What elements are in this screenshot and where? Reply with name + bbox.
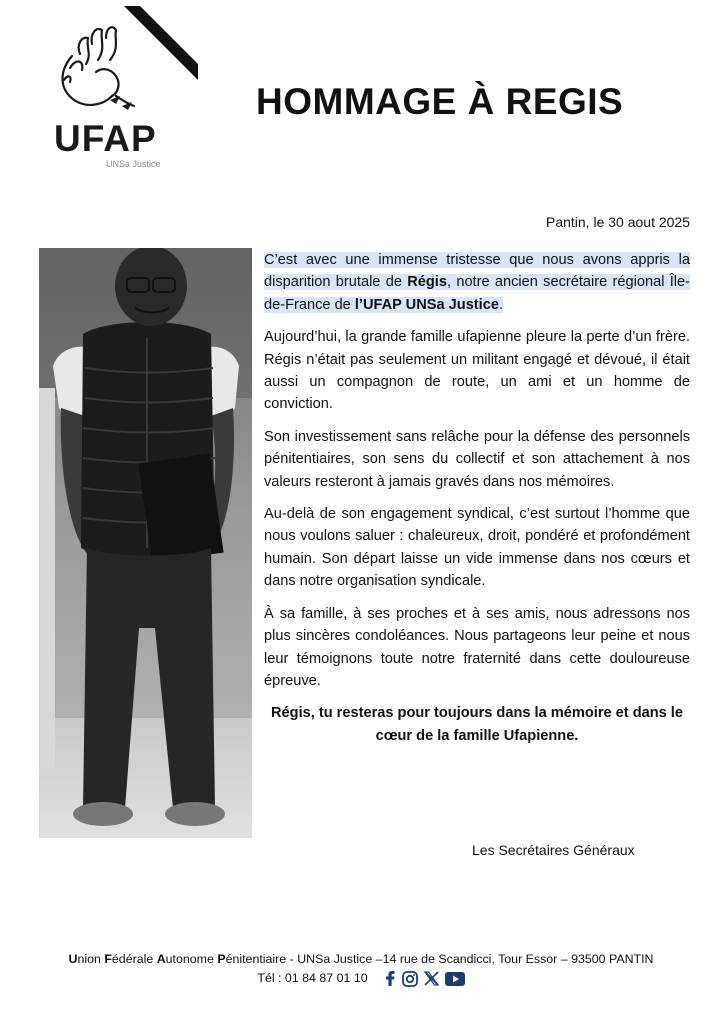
- intro-text-a: C’est avec une immense tristesse que nous avons appris la disparition brutale de: [264, 252, 690, 291]
- footer-initial-f: F: [104, 952, 112, 966]
- social-links: [384, 971, 465, 987]
- footer-word-autonome: utonome: [165, 952, 218, 966]
- instagram-icon[interactable]: [402, 971, 418, 987]
- logo-wordmark: UFAP: [54, 118, 157, 159]
- tribute-text: [264, 249, 690, 757]
- paragraph-4: Au-delà de son engagement syndical, c’est surtout l’homme que nous voulons saluer : chaleureux, droit, pondéré et profondément humain. Son départ laisse un vide immense dans nos cœurs et dans notre organisation syndicale.: [264, 506, 690, 590]
- closing-statement: Régis, tu resteras pour toujours dans la mémoire et dans le cœur de la famille Ufapienne.: [271, 705, 683, 744]
- paragraph-2: Aujourd’hui, la grande famille ufapienne pleure la perte d’un frère. Régis n’était pas seulement un militant engagé et dévoué, il était aussi un compagnon de route, un ami et un homme de conviction.: [264, 329, 690, 413]
- footer-phone: Tél : 01 84 87 01 10: [257, 971, 368, 985]
- signature: Les Secrétaires Généraux: [472, 842, 635, 858]
- youtube-icon[interactable]: [445, 972, 465, 986]
- x-icon[interactable]: [424, 971, 439, 986]
- intro-text-e: .: [498, 296, 504, 313]
- intro-organisation: l’UFAP UNSa Justice: [354, 296, 499, 313]
- footer-address: [0, 950, 722, 969]
- document-date: Pantin, le 30 aout 2025: [545, 214, 690, 230]
- footer-address-rest: énitentiaire - UNSa Justice –14 rue de Scandicci, Tour Essor – 93500 PANTIN: [225, 952, 654, 966]
- page-title: HOMMAGE À REGIS: [256, 81, 624, 122]
- tribute-photo: [39, 248, 252, 838]
- paragraph-3: Son investissement sans relâche pour la défense des personnels pénitentiaires, son sens du collectif et son attachement à nos valeurs resteront à jamais gravés dans nos mémoires.: [264, 428, 690, 490]
- paragraph-5: À sa famille, à ses proches et à ses amis, nous adressons nos plus sincères condoléances. Nous partageons leur peine et nous leur témoignons toute notre fraternité dans cette douloureuse épreuve.: [264, 605, 690, 689]
- mourning-ribbon-icon: [120, 4, 200, 84]
- footer-word-union: nion: [77, 952, 105, 966]
- intro-text-c: , notre ancien secrétaire régional Île-de-France de: [264, 274, 690, 313]
- intro-name: Régis: [407, 274, 447, 291]
- paragraph-intro: [264, 249, 690, 316]
- logo-subtitle: UNSa Justice: [106, 159, 161, 169]
- highlighted-intro: [264, 252, 690, 313]
- footer-word-federale: édérale: [111, 952, 157, 966]
- facebook-icon[interactable]: [384, 971, 396, 986]
- footer-initial-p: P: [217, 952, 226, 966]
- footer: [0, 950, 722, 988]
- footer-contact: [257, 969, 464, 988]
- footer-initial-u: U: [68, 952, 78, 966]
- portrait-image: [39, 248, 252, 838]
- footer-initial-a: A: [156, 952, 166, 966]
